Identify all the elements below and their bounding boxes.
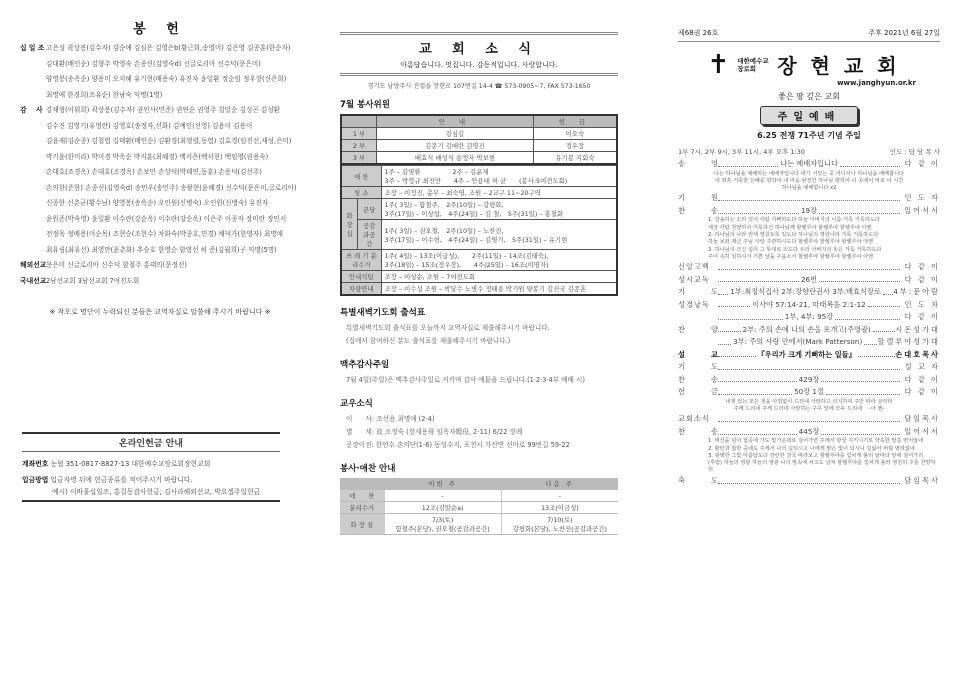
names-line: 최유림(최유신) 최영만(윤춘화) 추승호 한영순 함영선 허 준(김월희)子 익명(5명) xyxy=(46,245,277,254)
order-label: 헌금 xyxy=(678,387,744,397)
table-row: 화장실 본당 1주( 3일) – 함철주, 2주(10일) – 강평화, 3주(17일) – 이상섭, 4주(24일) – 김 철, 5주(31일) – 홍철화 xyxy=(341,199,617,220)
order-leader xyxy=(718,286,893,299)
order-content: 429장 xyxy=(798,374,820,384)
bulletin-header xyxy=(678,0,940,42)
order-leader xyxy=(718,158,900,171)
news-slogan: 아름답습니다. 멋집니다. 감동적입니다. 사랑합니다. xyxy=(400,61,558,69)
service-badge: 주일예배 xyxy=(760,106,858,125)
order-leader xyxy=(718,265,900,270)
order-leader xyxy=(718,324,895,337)
order-performer: 다 같 이 xyxy=(904,374,940,384)
duty-table xyxy=(340,478,618,535)
order-content: 1부:최정식집사 2부:장향란권사 3부:배효식장로 xyxy=(730,287,881,297)
order-item xyxy=(678,361,940,374)
online-offering-box xyxy=(22,432,280,502)
order-label: 찬양 xyxy=(678,324,744,334)
harvest-text: 7월 4일(주일)은 맥추감사주일로 지키며 감사 예물을 드립니다.(1·2·3·4부 예배 시) xyxy=(346,376,585,384)
lyric-line: 내 영혼 거룩한 은혜를 향하여 내 마음 완전한 하나님 향하여 이 곳에서 바로 이 시간 xyxy=(714,177,904,184)
names-line: 최명애 한경희(조유순) 한남숙 익명(1명) xyxy=(46,90,163,99)
order-item xyxy=(678,475,940,488)
order-item xyxy=(678,311,940,324)
table-row: 공감과공간 1주( 3일) – 권오철, 2주(10일) – 노찬진, 3주(17일) – 이수헌, 4주(24일) – 김영기, 5주(31일) – 유기현 xyxy=(341,220,617,250)
order-leader xyxy=(718,299,900,312)
names-line: 고은성 곽상봉(김수자) 김순애 김심은 김영은b(황근희,송영미) 김은영 김종훈(한순자) xyxy=(46,44,291,52)
hymn-lyrics xyxy=(678,438,940,474)
order-leader xyxy=(718,274,900,287)
names-line: 2남선교회 3남선교회 7여전도회 xyxy=(46,276,140,285)
offering-title: 봉 헌 xyxy=(133,22,187,37)
table-row: 청 소 조장 – 이정진, 총무 – 최숙영, 조원 – 2교구 11~20구역 xyxy=(341,187,617,199)
names-line: 문은미 신글로리아 신수덕 함철주 홍태의(문정선) xyxy=(46,261,187,269)
order-leader xyxy=(718,365,900,370)
lyric-line: (후렴) 하늘의 영광 하늘의 영광 나의 맘속에 차고도 넘쳐 할렐루야를 힘차게 불러 영원히 주를 찬양하리 xyxy=(708,460,936,474)
offering-names xyxy=(46,258,187,274)
table-row: 쓰 레 기 분리수거 1주( 4일) – 13조(이금성), 2주(11일) – 14조(김태숙), 3주(18일) – 15조(정우장), 4주(25일) – 16조(이명자) xyxy=(341,250,617,271)
order-content: 445장 xyxy=(798,426,820,436)
names-line: 윤원준(박숙영) 윤일환 이수란(강순옥) 이수란(강순옥) 이은주 이종자 장미란 장민서 xyxy=(46,214,287,223)
offering-group xyxy=(20,258,300,274)
leader-text: 인도 : 담 당 목 사 xyxy=(889,148,940,156)
order-label: 기원 xyxy=(678,193,744,203)
cross-icon: ✝ xyxy=(707,49,730,80)
names-line: 김대환(배인순) 김형주 박영숙 손종선(김영숙d) 신글로리아 신수덕(문은미) xyxy=(46,59,261,68)
col-header: 헌 금 xyxy=(533,115,617,128)
times-text: 1부 7시, 2부 9시, 3부 11시, 4부 오후 1:30 xyxy=(678,148,805,156)
order-performer: 손대호목사 xyxy=(895,349,940,359)
hymn-lyrics xyxy=(678,217,940,261)
order-performer: 인 도 자 xyxy=(904,299,940,309)
church-url[interactable]: www.janghyun.or.kr xyxy=(837,79,916,87)
order-item xyxy=(678,158,940,171)
lyric-line: 2. 하나님의 나라 권세 영원토록 있도다 하나님의 영원나라 거룩 거룩하도다 xyxy=(708,231,879,238)
order-performer: 4부:문아람 xyxy=(893,287,940,297)
order-content: 19장 xyxy=(800,205,818,215)
order-leader xyxy=(718,349,895,362)
order-performer: 설 교 자 xyxy=(904,362,940,372)
harvest-title: 맥추감사주일 xyxy=(340,360,390,370)
lyric-line: 하늘 보좌 계신 주님 사랑 주관하시도다 할렐루야 할렐루야 할렐루야 아멘 xyxy=(708,239,874,246)
order-leader xyxy=(718,426,900,439)
order-label: 찬송 xyxy=(678,426,744,436)
members-news-text: 이 사: 조선용 최명애 (2-4) 별 세: 故 조정숙 (장세용母 임옥자媤母, 2-11) 6/22 장례 공장이전: 한연수 손의단(1-6) 동성수지, 포천시 가산면 선마로 99번길 59-22 xyxy=(346,415,570,449)
lyric-line: 1. 찬송하는 소리 있어 사람 기뻐하도다 하늘 아버지의 이름 거룩 거룩하도다 xyxy=(708,217,880,224)
order-item xyxy=(678,324,940,337)
lyric-line: 하나님을 예배합니다 x2 xyxy=(781,185,837,192)
offering-group-label: 십 일 조 xyxy=(20,44,45,52)
order-leader xyxy=(718,336,877,349)
divider xyxy=(340,73,618,76)
col-header: 이번 주 xyxy=(384,478,501,490)
order-label: 기도 xyxy=(678,362,744,372)
account-label: 계좌번호 xyxy=(22,460,49,468)
table-row: 3 부 배효식 배성식 송정자 박보현 유기봉 지회숙 xyxy=(341,152,617,165)
names-line: 강재형(이위희) 곽상봉(김수자) 권인사(민준) 권연순 권영주 김말순 김성곤 김성환 xyxy=(46,106,280,114)
worship-column xyxy=(678,0,940,487)
offering-names xyxy=(46,41,291,103)
order-item xyxy=(678,336,940,349)
order-content: 나는 예배자입니다 xyxy=(780,159,838,168)
table-row: 애 찬 - - xyxy=(340,490,618,502)
order-performer: 담임목사 xyxy=(904,475,940,485)
offering-group-label: 해외선교 xyxy=(20,261,47,269)
service-subtitle: 6.25 전쟁 71주년 기념 주일 xyxy=(757,131,861,140)
names-line: 전정욱 정배용(이순목) 조현승(조현수) 차화숙(박종호,민경) 채덕가(한영자) 최명애 xyxy=(46,230,283,238)
order-label: 신앙고백 xyxy=(678,262,710,272)
lyric-line: 주께 드리네 주께 드리네 사랑하는 구주 앞에 모두 드리네 -아 멘- xyxy=(733,405,885,412)
duties-table xyxy=(340,165,618,296)
order-content: 『우리가 크게 기뻐하는 일들』 xyxy=(757,349,856,359)
offering-group xyxy=(20,103,300,258)
order-performer: 시온성가대 xyxy=(895,324,940,334)
denomination: 대한예수교 장로회 xyxy=(737,56,769,73)
offering-group xyxy=(20,274,300,290)
table-row: 2 부 김문기 김애란 김명진 정우장 xyxy=(341,140,617,152)
news-title: 교 회 소 식 xyxy=(419,42,539,57)
lyric-line: 3. 하나님의 크신 섭리 그 뜻대로 되도다 우리 아버지의 뜻은 거룩 거룩하도다 xyxy=(708,246,882,253)
order-performer: 다 같 이 xyxy=(904,387,940,397)
order-performer: 할렐루야성가대 xyxy=(877,337,940,347)
offering-group xyxy=(20,41,300,103)
order-content: 50장 1절 xyxy=(794,387,824,397)
lyric-line: 2. 환란과 핍박 중에도 주께서 나의 길되시고 나에게 밝은 빛이 되시니 길잃어 버릴 염려없네 xyxy=(708,445,915,452)
order-item xyxy=(678,426,940,439)
bulletin-date: 주후 2021년 6월 27일 xyxy=(868,29,940,37)
names-line: 김수진 김영기(유영란) 김영호(송정자,선화) 김예인(선영) 김용미 김용이 xyxy=(46,121,253,130)
offering-list xyxy=(20,41,300,289)
order-item xyxy=(678,374,940,387)
order-performer: 인 도 자 xyxy=(904,193,940,203)
dawn-prayer-title: 특별새벽기도회 출석표 xyxy=(340,308,426,318)
table-row: 애 찬 1주 – 김영환 2주 – 김윤재 3주 – 박정규 최진만 4주 – 안용대 허 균 (봉사:5여전도회) xyxy=(341,166,617,187)
order-leader xyxy=(718,311,900,324)
divider xyxy=(340,32,618,35)
lyric-line: 내게 있는 모든 것을 아낌없이 드리네 사랑하고 의지하여 주만 따라 살리라 xyxy=(725,398,893,405)
col-header: 안 내 xyxy=(377,115,534,128)
names-line: 손의한(준한) 손종선(김영숙d) 송민우(송민주) 송왕현(윤혜경) 신수덕(문은미,글로리아) xyxy=(46,183,297,192)
duty-title: 봉사·애찬 안내 xyxy=(340,464,396,474)
news-column xyxy=(340,0,618,535)
lyric-line: 세상 사람 찬양하자 거룩하신 하나님께 할렐루야 할렐루야 할렐루야 아멘 xyxy=(708,224,872,231)
online-offering-title: 온라인헌금 안내 xyxy=(22,434,280,452)
order-leader xyxy=(718,196,900,201)
col-header: 다음 주 xyxy=(501,478,618,490)
order-content: 이사야 57:14-21, 마태복음 2:1-12 xyxy=(752,299,866,309)
table-row: 안내석팀 조장 – 이성순, 조원 – 7여전도회 xyxy=(341,271,617,283)
volume-number: 제68권 26호 xyxy=(678,29,719,37)
order-item xyxy=(678,205,940,218)
order-leader xyxy=(718,205,900,218)
table-row: 분리수거 12조(김말순a) 13조(이금성) xyxy=(340,502,618,514)
order-label: 찬송 xyxy=(678,205,744,215)
names-line: 양영봉(송옥순) 양용미 오지혜 유기현(배용숙) 유진자 윤일환 정순임 정우장(신은희) xyxy=(46,75,287,83)
table-row: 화 장 실 7/3(토) 함철주(본당), 권오철(공감과공간) 7/10(토) 강평화(본당), 노찬진(공감과공간) xyxy=(340,514,618,535)
method-text: 입금자명 뒤에 헌금종류를 적어주시기 바랍니다. xyxy=(50,476,193,484)
service-times xyxy=(678,147,940,156)
order-label: 교회소식 xyxy=(678,414,710,424)
order-item xyxy=(678,349,940,362)
names-line: 박기윤(한미라) 박미경 박옥순 박지훈(최혜경) 백서은(백서현) 백임영(권용숙) xyxy=(46,152,269,161)
names-line: 손대호(조경옥) 손대호(조경옥) 손보민 손상덕(박태연,동훈) 손용덕(김선주) xyxy=(46,168,262,176)
offering-names xyxy=(46,274,139,290)
omission-note: ※ 착오로 명단이 누락되신 분들은 교역자실로 말씀해 주시기 바랍니다 ※ xyxy=(49,308,271,316)
order-label: 설교 xyxy=(678,349,744,359)
table-row: 1 부 김심길 이오숙 xyxy=(341,128,617,140)
order-item xyxy=(678,286,940,299)
order-leader xyxy=(718,386,900,399)
volunteers-title: 7월 봉사위원 xyxy=(340,100,390,110)
order-leader xyxy=(718,374,900,387)
offering-column xyxy=(20,0,300,496)
order-performer: 담임목사 xyxy=(904,414,940,424)
members-news-title: 교우소식 xyxy=(340,399,373,409)
lyric-line: 주여 속히 임하셔서 기쁜 날을 주옵소서 할렐루야 할렐루야 할렐루야 아멘 xyxy=(708,253,874,260)
names-line: 김윤재(김순종) 김철엽 김태환(배인순) 김환경(최영렬,동엽) 김효경(임진선,재성,은미) xyxy=(46,137,292,145)
order-label: 성시교독 xyxy=(678,274,710,284)
order-label: 성경낭독 xyxy=(678,299,710,309)
order-performer: 일어서서 xyxy=(904,205,940,215)
order-content: 1부, 4부: 95장 xyxy=(784,312,834,322)
order-content: 3부: 주의 사랑 안에서(Mark Patterson) xyxy=(733,337,863,347)
order-performer: 다 같 이 xyxy=(904,159,940,168)
table-row: 차량안내 조장 – 이수성 조원 – 박달수 노병수 정태용 박기원 양봉기 김진국 김종훈 xyxy=(341,283,617,296)
lyric-line: 1. 태산을 넘어 험곡에 가도 빛가운데로 걸어가면 주께서 항상 지키시기로 약속한 말씀 변치않네 xyxy=(708,438,924,445)
order-performer: 다 같 이 xyxy=(904,312,940,322)
order-content: 2부: 주의 손에 나의 손을 포개고(주영광) xyxy=(742,324,871,334)
lyric-line: 3. 광명한 그빛 아름답도다 찬란한 천국 바라보고 할렐루야를 힘차게 불러 날마다 앞에 걸어가리 xyxy=(708,452,924,459)
hymn-lyrics xyxy=(678,171,940,193)
order-item xyxy=(678,413,940,426)
dawn-prayer-text: 특별새벽기도회 출석표를 오늘까지 교역자실로 제출해주시기 바랍니다. (집에서 참여하신 분도 출석표를 제출해주시기 바랍니다.) xyxy=(346,324,550,345)
order-leader xyxy=(718,417,900,422)
order-item xyxy=(678,192,940,205)
offering-names xyxy=(46,103,297,258)
church-logo xyxy=(678,50,940,79)
order-performer: 일어서서 xyxy=(904,426,940,436)
order-label: 찬송 xyxy=(678,374,744,384)
order-item xyxy=(678,261,940,274)
worship-order xyxy=(678,158,940,487)
offering-group-label: 감 사 xyxy=(20,106,43,114)
method-example: 예시) 이바울십일조, 홍길동감사헌금, 김사라해외선교, 박요셉주일헌금 xyxy=(52,488,261,496)
order-item xyxy=(678,386,940,399)
order-performer: 다 같 이 xyxy=(904,274,940,284)
method-label: 입금방법 xyxy=(22,476,49,484)
order-content: 26번 xyxy=(800,274,818,284)
order-performer: 다 같 이 xyxy=(904,262,940,272)
order-label: 축도 xyxy=(678,475,744,485)
church-address: 경기도 남양주시 진접읍 장현로 107번길 14-4 ☎ 573-0905~7, FAX 573-1650 xyxy=(367,83,591,90)
account-number: 농협 351-0817-8827-13 대한예수교장로회장현교회 xyxy=(50,460,211,468)
names-line: 신종한 신춘균(황수남) 양영봉(송옥순) 오인원(신병숙) 오인원(신병숙) 유진자 xyxy=(46,199,269,207)
order-item xyxy=(678,299,940,312)
church-name: 장현교회 xyxy=(777,54,911,78)
church-motto: 좋은 땅 깊은 교회 xyxy=(778,92,840,101)
hymn-lyrics xyxy=(678,399,940,414)
volunteers-table xyxy=(340,114,618,165)
lyric-line: 나는 하나님을 예배하는 예배자입니다 내가 서있는 곳 어디서나 하나님을 예배합니다 xyxy=(713,170,905,177)
order-item xyxy=(678,274,940,287)
order-label: 기도 xyxy=(678,287,744,297)
order-leader xyxy=(718,479,900,484)
offering-group-label: 국내선교 xyxy=(20,276,47,285)
order-label: 송영 xyxy=(678,159,744,168)
